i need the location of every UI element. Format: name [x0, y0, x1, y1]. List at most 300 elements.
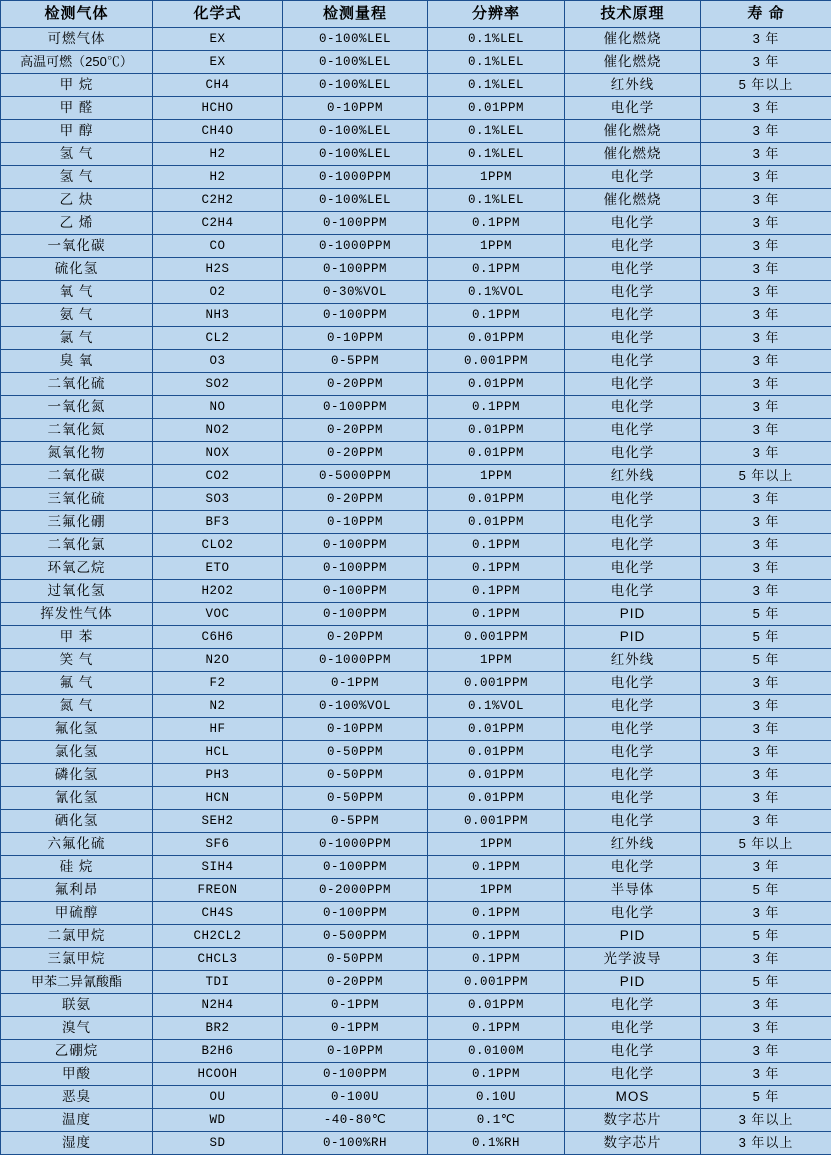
- cell-gas-name: 氢 气: [1, 143, 153, 166]
- cell-chemical-formula: SF6: [153, 833, 283, 856]
- cell-lifetime: 3 年: [701, 97, 831, 120]
- cell-detection-range: 0-10PPM: [283, 511, 428, 534]
- table-row: [1, 810, 831, 833]
- cell-chemical-formula: FREON: [153, 879, 283, 902]
- cell-gas-name: 三氯甲烷: [1, 948, 153, 971]
- cell-detection-range: 0-100%LEL: [283, 143, 428, 166]
- cell-gas-name: 三氧化硫: [1, 488, 153, 511]
- cell-lifetime: 3 年: [701, 304, 831, 327]
- cell-resolution: 0.01PPM: [428, 741, 565, 764]
- cell-resolution: 0.1℃: [428, 1109, 565, 1132]
- cell-detection-range: 0-100U: [283, 1086, 428, 1109]
- cell-chemical-formula: EX: [153, 28, 283, 51]
- cell-technical-principle: 红外线: [565, 465, 701, 488]
- cell-resolution: 0.01PPM: [428, 787, 565, 810]
- cell-resolution: 0.001PPM: [428, 350, 565, 373]
- cell-gas-name: 二氧化氯: [1, 534, 153, 557]
- cell-technical-principle: 电化学: [565, 281, 701, 304]
- cell-gas-name: 甲 醇: [1, 120, 153, 143]
- table-row: [1, 1040, 831, 1063]
- cell-gas-name: 甲硫醇: [1, 902, 153, 925]
- cell-lifetime: 3 年: [701, 764, 831, 787]
- cell-resolution: 0.1PPM: [428, 948, 565, 971]
- table-row: [1, 925, 831, 948]
- cell-lifetime: 3 年: [701, 327, 831, 350]
- cell-gas-name: 甲苯二异氰酸酯: [1, 971, 153, 994]
- cell-detection-range: 0-100PPM: [283, 580, 428, 603]
- cell-lifetime: 5 年: [701, 603, 831, 626]
- cell-lifetime: 3 年: [701, 1017, 831, 1040]
- cell-resolution: 0.1PPM: [428, 902, 565, 925]
- cell-chemical-formula: B2H6: [153, 1040, 283, 1063]
- cell-gas-name: 氰化氢: [1, 787, 153, 810]
- cell-resolution: 0.1PPM: [428, 212, 565, 235]
- cell-gas-name: 甲 苯: [1, 626, 153, 649]
- cell-lifetime: 3 年: [701, 580, 831, 603]
- cell-technical-principle: 电化学: [565, 304, 701, 327]
- table-row: [1, 74, 831, 97]
- cell-resolution: 0.1%LEL: [428, 189, 565, 212]
- cell-lifetime: 3 年: [701, 28, 831, 51]
- cell-technical-principle: 电化学: [565, 373, 701, 396]
- cell-gas-name: 氮氧化物: [1, 442, 153, 465]
- cell-lifetime: 3 年: [701, 672, 831, 695]
- cell-chemical-formula: EX: [153, 51, 283, 74]
- table-row: [1, 948, 831, 971]
- cell-resolution: 0.001PPM: [428, 971, 565, 994]
- cell-lifetime: 3 年: [701, 235, 831, 258]
- table-header: [1, 1, 831, 28]
- cell-detection-range: 0-100PPM: [283, 1063, 428, 1086]
- cell-resolution: 1PPM: [428, 833, 565, 856]
- cell-detection-range: 0-1PPM: [283, 672, 428, 695]
- cell-chemical-formula: CLO2: [153, 534, 283, 557]
- cell-lifetime: 3 年: [701, 1040, 831, 1063]
- cell-chemical-formula: NO: [153, 396, 283, 419]
- cell-resolution: 1PPM: [428, 879, 565, 902]
- cell-gas-name: 一氧化氮: [1, 396, 153, 419]
- cell-lifetime: 3 年: [701, 534, 831, 557]
- cell-chemical-formula: N2O: [153, 649, 283, 672]
- table-row: [1, 235, 831, 258]
- cell-technical-principle: 电化学: [565, 1017, 701, 1040]
- cell-lifetime: 3 年: [701, 120, 831, 143]
- cell-technical-principle: 电化学: [565, 511, 701, 534]
- cell-detection-range: 0-100%VOL: [283, 695, 428, 718]
- cell-resolution: 0.001PPM: [428, 626, 565, 649]
- cell-gas-name: 溴气: [1, 1017, 153, 1040]
- cell-resolution: 0.001PPM: [428, 672, 565, 695]
- cell-technical-principle: 半导体: [565, 879, 701, 902]
- table-row: [1, 879, 831, 902]
- cell-technical-principle: 电化学: [565, 810, 701, 833]
- cell-gas-name: 甲 烷: [1, 74, 153, 97]
- cell-technical-principle: 电化学: [565, 166, 701, 189]
- cell-technical-principle: 红外线: [565, 649, 701, 672]
- cell-technical-principle: 电化学: [565, 350, 701, 373]
- cell-gas-name: 臭 氧: [1, 350, 153, 373]
- cell-gas-name: 二氧化碳: [1, 465, 153, 488]
- cell-detection-range: 0-1000PPM: [283, 235, 428, 258]
- cell-resolution: 0.1PPM: [428, 1017, 565, 1040]
- table-row: [1, 28, 831, 51]
- table-row: [1, 97, 831, 120]
- cell-resolution: 0.1PPM: [428, 580, 565, 603]
- cell-chemical-formula: HF: [153, 718, 283, 741]
- cell-technical-principle: 电化学: [565, 994, 701, 1017]
- cell-detection-range: 0-20PPM: [283, 373, 428, 396]
- cell-chemical-formula: CL2: [153, 327, 283, 350]
- cell-detection-range: 0-100%RH: [283, 1132, 428, 1155]
- cell-gas-name: 硫化氢: [1, 258, 153, 281]
- cell-technical-principle: PID: [565, 925, 701, 948]
- cell-detection-range: 0-100%LEL: [283, 51, 428, 74]
- cell-chemical-formula: SEH2: [153, 810, 283, 833]
- cell-gas-name: 笑 气: [1, 649, 153, 672]
- table-row: [1, 442, 831, 465]
- cell-technical-principle: 电化学: [565, 557, 701, 580]
- cell-technical-principle: 电化学: [565, 534, 701, 557]
- table-row: [1, 51, 831, 74]
- table-row: [1, 189, 831, 212]
- cell-chemical-formula: SIH4: [153, 856, 283, 879]
- cell-resolution: 0.001PPM: [428, 810, 565, 833]
- cell-technical-principle: 电化学: [565, 442, 701, 465]
- cell-lifetime: 3 年: [701, 1063, 831, 1086]
- cell-chemical-formula: H2O2: [153, 580, 283, 603]
- cell-chemical-formula: TDI: [153, 971, 283, 994]
- cell-technical-principle: 电化学: [565, 787, 701, 810]
- cell-chemical-formula: CH4O: [153, 120, 283, 143]
- cell-technical-principle: 电化学: [565, 327, 701, 350]
- cell-technical-principle: 电化学: [565, 97, 701, 120]
- cell-lifetime: 5 年: [701, 626, 831, 649]
- cell-chemical-formula: HCN: [153, 787, 283, 810]
- cell-chemical-formula: H2: [153, 143, 283, 166]
- cell-gas-name: 高温可燃（250℃）: [1, 51, 153, 74]
- cell-gas-name: 氯 气: [1, 327, 153, 350]
- cell-lifetime: 3 年: [701, 258, 831, 281]
- cell-lifetime: 3 年: [701, 419, 831, 442]
- cell-chemical-formula: HCOOH: [153, 1063, 283, 1086]
- cell-resolution: 0.01PPM: [428, 488, 565, 511]
- cell-resolution: 0.1%LEL: [428, 28, 565, 51]
- cell-technical-principle: 电化学: [565, 902, 701, 925]
- cell-chemical-formula: H2S: [153, 258, 283, 281]
- column-header-resolution: 分辨率: [428, 1, 565, 28]
- cell-detection-range: 0-100PPM: [283, 258, 428, 281]
- table-row: [1, 166, 831, 189]
- cell-resolution: 0.1%LEL: [428, 120, 565, 143]
- cell-chemical-formula: NH3: [153, 304, 283, 327]
- cell-technical-principle: PID: [565, 626, 701, 649]
- cell-lifetime: 3 年: [701, 488, 831, 511]
- cell-detection-range: 0-10PPM: [283, 1040, 428, 1063]
- cell-gas-name: 氮 气: [1, 695, 153, 718]
- table-row: [1, 534, 831, 557]
- table-row: [1, 833, 831, 856]
- cell-technical-principle: 电化学: [565, 856, 701, 879]
- cell-technical-principle: 电化学: [565, 235, 701, 258]
- cell-resolution: 0.01PPM: [428, 511, 565, 534]
- table-row: [1, 327, 831, 350]
- cell-gas-name: 二氧化硫: [1, 373, 153, 396]
- cell-detection-range: 0-50PPM: [283, 764, 428, 787]
- table-row: [1, 350, 831, 373]
- cell-detection-range: 0-50PPM: [283, 787, 428, 810]
- cell-resolution: 0.1%LEL: [428, 51, 565, 74]
- cell-lifetime: 3 年: [701, 718, 831, 741]
- cell-lifetime: 3 年: [701, 810, 831, 833]
- cell-lifetime: 5 年以上: [701, 833, 831, 856]
- cell-chemical-formula: ETO: [153, 557, 283, 580]
- cell-detection-range: 0-20PPM: [283, 419, 428, 442]
- cell-detection-range: 0-5PPM: [283, 810, 428, 833]
- cell-gas-name: 氯化氢: [1, 741, 153, 764]
- cell-detection-range: 0-10PPM: [283, 97, 428, 120]
- cell-resolution: 1PPM: [428, 166, 565, 189]
- cell-detection-range: 0-500PPM: [283, 925, 428, 948]
- cell-gas-name: 氧 气: [1, 281, 153, 304]
- cell-chemical-formula: N2H4: [153, 994, 283, 1017]
- cell-lifetime: 3 年: [701, 350, 831, 373]
- cell-lifetime: 5 年: [701, 1086, 831, 1109]
- cell-lifetime: 5 年: [701, 925, 831, 948]
- cell-detection-range: -40-80℃: [283, 1109, 428, 1132]
- table-row: [1, 1132, 831, 1155]
- cell-lifetime: 3 年: [701, 511, 831, 534]
- table-body: [1, 28, 831, 1155]
- cell-chemical-formula: BF3: [153, 511, 283, 534]
- cell-chemical-formula: O3: [153, 350, 283, 373]
- cell-resolution: 0.01PPM: [428, 764, 565, 787]
- column-header-range: 检测量程: [283, 1, 428, 28]
- cell-gas-name: 氨 气: [1, 304, 153, 327]
- table-row: [1, 212, 831, 235]
- cell-lifetime: 5 年: [701, 879, 831, 902]
- cell-lifetime: 3 年: [701, 902, 831, 925]
- cell-chemical-formula: SO2: [153, 373, 283, 396]
- cell-detection-range: 0-100PPM: [283, 856, 428, 879]
- cell-chemical-formula: F2: [153, 672, 283, 695]
- table-row: [1, 373, 831, 396]
- cell-technical-principle: 催化燃烧: [565, 120, 701, 143]
- cell-resolution: 1PPM: [428, 235, 565, 258]
- table-row: [1, 304, 831, 327]
- cell-gas-name: 氟利昂: [1, 879, 153, 902]
- cell-detection-range: 0-20PPM: [283, 971, 428, 994]
- cell-resolution: 0.1%VOL: [428, 281, 565, 304]
- cell-resolution: 0.01PPM: [428, 97, 565, 120]
- cell-lifetime: 3 年: [701, 994, 831, 1017]
- cell-lifetime: 3 年: [701, 51, 831, 74]
- cell-chemical-formula: BR2: [153, 1017, 283, 1040]
- cell-technical-principle: 数字芯片: [565, 1109, 701, 1132]
- cell-detection-range: 0-100PPM: [283, 534, 428, 557]
- cell-resolution: 1PPM: [428, 649, 565, 672]
- cell-resolution: 0.01PPM: [428, 327, 565, 350]
- table-row: [1, 281, 831, 304]
- cell-gas-name: 乙 烯: [1, 212, 153, 235]
- cell-gas-name: 磷化氢: [1, 764, 153, 787]
- table-row: [1, 994, 831, 1017]
- cell-lifetime: 3 年以上: [701, 1109, 831, 1132]
- cell-detection-range: 0-100%LEL: [283, 74, 428, 97]
- table-row: [1, 1109, 831, 1132]
- cell-resolution: 0.1PPM: [428, 856, 565, 879]
- cell-chemical-formula: WD: [153, 1109, 283, 1132]
- table-row: [1, 971, 831, 994]
- cell-resolution: 0.1%LEL: [428, 143, 565, 166]
- cell-technical-principle: PID: [565, 971, 701, 994]
- cell-technical-principle: 催化燃烧: [565, 143, 701, 166]
- cell-technical-principle: 数字芯片: [565, 1132, 701, 1155]
- cell-gas-name: 过氧化氢: [1, 580, 153, 603]
- table-row: [1, 580, 831, 603]
- cell-chemical-formula: H2: [153, 166, 283, 189]
- cell-gas-name: 甲酸: [1, 1063, 153, 1086]
- cell-gas-name: 联氨: [1, 994, 153, 1017]
- table-row: [1, 419, 831, 442]
- table-row: [1, 626, 831, 649]
- cell-detection-range: 0-20PPM: [283, 488, 428, 511]
- cell-lifetime: 3 年: [701, 189, 831, 212]
- cell-technical-principle: 电化学: [565, 1063, 701, 1086]
- cell-lifetime: 3 年: [701, 143, 831, 166]
- cell-lifetime: 5 年以上: [701, 74, 831, 97]
- table-header-row: [1, 1, 831, 28]
- cell-resolution: 0.1PPM: [428, 603, 565, 626]
- cell-lifetime: 5 年: [701, 971, 831, 994]
- table-row: [1, 695, 831, 718]
- cell-chemical-formula: C6H6: [153, 626, 283, 649]
- cell-detection-range: 0-100%LEL: [283, 189, 428, 212]
- cell-chemical-formula: HCL: [153, 741, 283, 764]
- cell-chemical-formula: NOX: [153, 442, 283, 465]
- cell-detection-range: 0-20PPM: [283, 442, 428, 465]
- table-row: [1, 511, 831, 534]
- table-row: [1, 396, 831, 419]
- cell-chemical-formula: CO: [153, 235, 283, 258]
- cell-chemical-formula: C2H4: [153, 212, 283, 235]
- cell-chemical-formula: OU: [153, 1086, 283, 1109]
- cell-gas-name: 挥发性气体: [1, 603, 153, 626]
- cell-lifetime: 3 年: [701, 557, 831, 580]
- cell-detection-range: 0-30%VOL: [283, 281, 428, 304]
- cell-technical-principle: 电化学: [565, 764, 701, 787]
- cell-chemical-formula: CH2CL2: [153, 925, 283, 948]
- cell-gas-name: 可燃气体: [1, 28, 153, 51]
- cell-gas-name: 湿度: [1, 1132, 153, 1155]
- cell-technical-principle: 电化学: [565, 419, 701, 442]
- cell-resolution: 0.01PPM: [428, 718, 565, 741]
- cell-resolution: 0.1PPM: [428, 534, 565, 557]
- cell-resolution: 0.1%RH: [428, 1132, 565, 1155]
- cell-resolution: 0.01PPM: [428, 373, 565, 396]
- cell-detection-range: 0-5PPM: [283, 350, 428, 373]
- cell-resolution: 0.1PPM: [428, 304, 565, 327]
- table-row: [1, 143, 831, 166]
- cell-resolution: 0.0100M: [428, 1040, 565, 1063]
- cell-resolution: 0.1PPM: [428, 925, 565, 948]
- column-header-gas: 检测气体: [1, 1, 153, 28]
- cell-resolution: 0.1%VOL: [428, 695, 565, 718]
- cell-lifetime: 3 年: [701, 396, 831, 419]
- table-row: [1, 856, 831, 879]
- cell-lifetime: 3 年: [701, 166, 831, 189]
- cell-resolution: 0.1PPM: [428, 258, 565, 281]
- cell-gas-name: 乙硼烷: [1, 1040, 153, 1063]
- cell-technical-principle: 电化学: [565, 212, 701, 235]
- cell-resolution: 0.01PPM: [428, 419, 565, 442]
- cell-lifetime: 3 年: [701, 373, 831, 396]
- cell-gas-name: 六氟化硫: [1, 833, 153, 856]
- cell-technical-principle: 电化学: [565, 258, 701, 281]
- cell-lifetime: 3 年: [701, 856, 831, 879]
- cell-technical-principle: 电化学: [565, 1040, 701, 1063]
- cell-chemical-formula: NO2: [153, 419, 283, 442]
- cell-detection-range: 0-100%LEL: [283, 28, 428, 51]
- cell-chemical-formula: VOC: [153, 603, 283, 626]
- cell-resolution: 0.1PPM: [428, 396, 565, 419]
- table-row: [1, 649, 831, 672]
- cell-technical-principle: 催化燃烧: [565, 51, 701, 74]
- cell-gas-name: 乙 炔: [1, 189, 153, 212]
- table-row: [1, 1086, 831, 1109]
- table-row: [1, 1063, 831, 1086]
- cell-detection-range: 0-1000PPM: [283, 649, 428, 672]
- cell-gas-name: 氢 气: [1, 166, 153, 189]
- column-header-principle: 技术原理: [565, 1, 701, 28]
- cell-chemical-formula: CO2: [153, 465, 283, 488]
- cell-detection-range: 0-100PPM: [283, 212, 428, 235]
- cell-technical-principle: PID: [565, 603, 701, 626]
- cell-resolution: 0.01PPM: [428, 994, 565, 1017]
- cell-technical-principle: 电化学: [565, 672, 701, 695]
- table-row: [1, 120, 831, 143]
- cell-lifetime: 5 年: [701, 649, 831, 672]
- cell-gas-name: 硅 烷: [1, 856, 153, 879]
- cell-technical-principle: 红外线: [565, 74, 701, 97]
- table-row: [1, 902, 831, 925]
- table-row: [1, 488, 831, 511]
- cell-chemical-formula: HCHO: [153, 97, 283, 120]
- cell-resolution: 0.01PPM: [428, 442, 565, 465]
- cell-chemical-formula: CH4: [153, 74, 283, 97]
- cell-detection-range: 0-1PPM: [283, 994, 428, 1017]
- cell-gas-name: 甲 醛: [1, 97, 153, 120]
- cell-gas-name: 氟 气: [1, 672, 153, 695]
- cell-chemical-formula: C2H2: [153, 189, 283, 212]
- cell-technical-principle: 电化学: [565, 396, 701, 419]
- cell-technical-principle: 光学波导: [565, 948, 701, 971]
- cell-technical-principle: 红外线: [565, 833, 701, 856]
- cell-lifetime: 3 年以上: [701, 1132, 831, 1155]
- table-row: [1, 1017, 831, 1040]
- cell-lifetime: 3 年: [701, 212, 831, 235]
- cell-detection-range: 0-100PPM: [283, 902, 428, 925]
- column-header-lifetime: 寿 命: [701, 1, 831, 28]
- cell-gas-name: 二氧化氮: [1, 419, 153, 442]
- cell-lifetime: 3 年: [701, 741, 831, 764]
- cell-detection-range: 0-1000PPM: [283, 166, 428, 189]
- cell-chemical-formula: CHCL3: [153, 948, 283, 971]
- cell-technical-principle: 电化学: [565, 741, 701, 764]
- cell-gas-name: 氟化氢: [1, 718, 153, 741]
- cell-detection-range: 0-1000PPM: [283, 833, 428, 856]
- table-row: [1, 741, 831, 764]
- cell-technical-principle: 电化学: [565, 695, 701, 718]
